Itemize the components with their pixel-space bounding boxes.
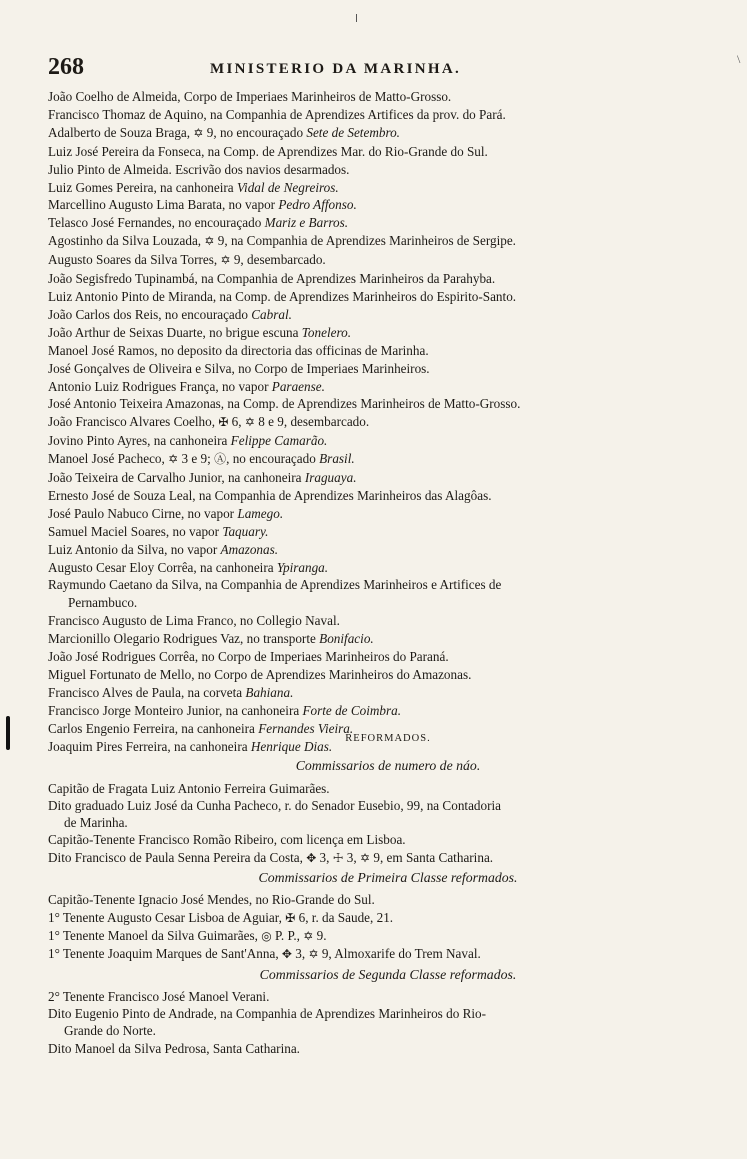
entry-text: Marcellino Augusto Lima Barata, no vapor (48, 197, 279, 213)
decoration-icon: ✠ (285, 910, 296, 925)
entry-text: João Carlos dos Reis, no encouraçado (48, 306, 252, 322)
vessel-name: Lamego. (237, 505, 284, 521)
entry-text: 3, (316, 849, 333, 865)
decoration-icon: ✠ (218, 415, 229, 430)
entry-text: João Teixeira de Carvalho Junior, na canhoneira (48, 470, 305, 486)
entry-line (48, 831, 688, 848)
entry-text: João Coelho de Almeida, Corpo de Imperiaes Marinheiros de Matto-Grosso. (48, 89, 452, 104)
entry-text: 3, (343, 849, 360, 865)
entry-line (48, 251, 688, 270)
entry-text: Augusto Soares da Silva Torres, (48, 252, 221, 268)
entry-line (48, 214, 688, 232)
decoration-icon: ✡ (220, 253, 231, 268)
vessel-name: Henrique Dias. (250, 738, 333, 754)
entry-line (48, 324, 688, 342)
entry-line (48, 88, 688, 106)
running-head: MINISTERIO DA MARINHA. (210, 61, 462, 77)
entry-text: 9, no encouraçado (203, 124, 307, 140)
vessel-name: Forte de Coimbra. (302, 702, 402, 718)
entry-text: Luiz Antonio Pinto de Miranda, na Comp. de Aprendizes Marinheiros do Espirito-Santo. (48, 288, 517, 304)
entry-line (48, 179, 688, 197)
entry-text: Telasco José Fernandes, no encouraçado (48, 215, 265, 231)
scan-mark (356, 14, 357, 22)
entry-text: 6, (228, 414, 245, 430)
entry-text: de Marinha. (64, 815, 128, 831)
entry-line (48, 648, 688, 666)
entry-text: 9, Almoxarife do Trem Naval. (318, 946, 481, 962)
entry-text: Jovino Pinto Ayres, na canhoneira (48, 433, 231, 449)
entry-line (48, 666, 688, 684)
vessel-name: Bahiana. (245, 684, 294, 700)
decoration-icon: Ⓐ (214, 452, 227, 467)
entry-text: João Arthur de Seixas Duarte, no brigue escuna (48, 324, 302, 340)
entry-line (48, 232, 688, 251)
entry-text: 9, em Santa Catharina. (370, 849, 494, 865)
entry-line (48, 702, 688, 720)
vessel-name: Sete de Setembro. (306, 124, 400, 140)
vessel-name: Bonifacio. (319, 631, 374, 647)
entry-text: Antonio Luiz Rodrigues França, no vapor (48, 378, 272, 394)
entry-line (48, 1022, 688, 1039)
entry-line (48, 541, 688, 559)
entry-text: Luiz Antonio da Silva, no vapor (48, 541, 221, 557)
entry-line (48, 395, 688, 413)
group-heading: Commissarios de Primeira Classe reformados. (258, 870, 518, 886)
entry-line (48, 143, 688, 161)
entry-line (48, 270, 688, 288)
entry-text: Dito graduado Luiz José da Cunha Pacheco, r. do Senador Eusebio, 99, na Contadoria (48, 797, 502, 813)
page-header (48, 52, 688, 80)
entry-text: 1° Tenente Augusto Cesar Lisboa de Aguiar, (48, 909, 286, 925)
entry-line (48, 505, 688, 523)
entry-text: Capitão de Fragata Luiz Antonio Ferreira Guimarães. (48, 780, 330, 796)
entry-text: Samuel Maciel Soares, no vapor (48, 523, 223, 539)
decoration-icon: ✥ (281, 947, 292, 962)
entry-line (48, 106, 688, 124)
entry-text: Francisco Augusto de Lima Franco, no Collegio Naval. (48, 613, 340, 629)
entry-text: Dito Francisco de Paula Senna Pereira da Costa, (48, 849, 307, 865)
page-number: 268 (48, 54, 84, 80)
entry-text: 3, (291, 946, 309, 962)
decoration-icon: ✡ (359, 850, 371, 865)
entry-line (48, 797, 688, 814)
entry-text: João Segisfredo Tupinambá, na Companhia de Aprendizes Marinheiros da Parahyba. (48, 271, 496, 287)
entry-text: Francisco Jorge Monteiro Junior, na canhoneira (48, 702, 303, 718)
entry-line (48, 945, 688, 963)
entry-text: José Gonçalves de Oliveira e Silva, no Corpo de Imperiaes Marinheiros. (48, 360, 430, 376)
entry-text: Miguel Fortunato de Mello, no Corpo de Aprendizes Marinheiros do Amazonas. (48, 667, 472, 682)
entry-text: Capitão-Tenente Francisco Romão Ribeiro, com licença em Lisboa. (48, 832, 406, 848)
entry-line (48, 124, 688, 143)
vessel-name: Cabral. (251, 306, 292, 322)
entry-line (48, 196, 688, 214)
vessel-name: Fernandes Vieira. (258, 720, 354, 736)
entry-line (48, 594, 688, 612)
entry-line (48, 161, 688, 179)
vessel-name: Amazonas. (220, 541, 279, 557)
vessel-name: Ypiranga. (276, 559, 329, 575)
entry-text: Ernesto José de Souza Leal, na Companhia de Aprendizes Marinheiros das Alagôas. (48, 487, 492, 503)
vessel-name: Brasil. (319, 451, 355, 467)
entry-text: Pernambuco. (68, 595, 138, 611)
section-title: REFORMADOS. (345, 733, 431, 744)
entry-text: Carlos Engenio Ferreira, na canhoneira (48, 720, 259, 736)
entry-line (48, 342, 688, 360)
entry-line (48, 630, 688, 648)
entry-text: Luiz José Pereira da Fonseca, na Comp. de Aprendizes Mar. do Rio-Grande do Sul. (48, 143, 488, 159)
entry-text: Grande do Norte. (64, 1023, 156, 1039)
vessel-name: Vidal de Negreiros. (236, 179, 339, 195)
entry-text: Julio Pinto de Almeida. Escrivão dos navios desarmados. (48, 161, 350, 177)
vessel-name: Felippe Camarão. (230, 433, 328, 449)
entry-line (48, 814, 688, 831)
decoration-icon: ✡ (308, 947, 319, 962)
vessel-name: Mariz e Barros. (264, 215, 348, 231)
decoration-icon: ◎ (261, 928, 272, 943)
entry-text: 8 e 9, desembarcado. (254, 414, 370, 430)
decoration-icon: ☩ (332, 850, 344, 865)
vessel-name: Pedro Affonso. (278, 197, 357, 213)
entry-text: José Paulo Nabuco Cirne, no vapor (48, 505, 238, 521)
entry-text: Adalberto de Souza Braga, (48, 124, 194, 140)
vessel-name: Taquary. (222, 523, 269, 539)
decoration-icon: ✥ (306, 850, 317, 865)
entry-text: João Francisco Alvares Coelho, (48, 414, 219, 430)
entry-text: Joaquim Pires Ferreira, na canhoneira (48, 738, 251, 754)
entry-text: Raymundo Caetano da Silva, na Companhia de Aprendizes Marinheiros e Artifices de (48, 577, 502, 593)
entry-line (48, 469, 688, 487)
entry-text: José Antonio Teixeira Amazonas, na Comp. de Aprendizes Marinheiros de Matto-Grosso. (48, 396, 521, 412)
entry-line (48, 1005, 688, 1022)
entry-line (48, 378, 688, 396)
entry-line (48, 288, 688, 306)
entry-line (48, 909, 688, 927)
entry-line (48, 360, 688, 378)
entry-line (48, 780, 688, 797)
entry-text: 1° Tenente Joaquim Marques de Sant'Anna, (48, 946, 282, 962)
entry-text: Marcionillo Olegario Rodrigues Vaz, no transporte (48, 631, 320, 647)
group-heading: Commissarios de numero de náo. (295, 758, 481, 774)
decoration-icon: ✡ (244, 415, 255, 430)
entry-text: Manoel José Pacheco, (48, 451, 169, 467)
entry-line (48, 684, 688, 702)
entry-text: 9, na Companhia de Aprendizes Marinheiros de Sergipe. (214, 233, 516, 249)
scan-mark: \ (737, 52, 741, 66)
entry-line (48, 413, 688, 432)
entry-line (48, 849, 688, 867)
entry-line (48, 891, 688, 908)
vessel-name: Tonelero. (301, 324, 352, 340)
entry-text: 9, desembarcado. (230, 252, 326, 268)
entry-text: Luiz Gomes Pereira, na canhoneira (48, 179, 237, 195)
entry-text: 2° Tenente Francisco José Manoel Verani. (48, 988, 270, 1004)
entry-text: , no encouraçado (226, 451, 320, 467)
entry-line (48, 450, 688, 469)
entry-text: 3 e 9; (178, 451, 215, 467)
reformados-groups (48, 757, 688, 1057)
entry-line (48, 306, 688, 324)
entry-text: Capitão-Tenente Ignacio José Mendes, no Rio-Grande do Sul. (48, 892, 375, 908)
decoration-icon: ✡ (168, 452, 179, 467)
entry-text: Agostinho da Silva Louzada, (48, 233, 205, 249)
group-heading: Commissarios de Segunda Classe reformados. (259, 966, 517, 982)
entry-text: Francisco Alves de Paula, na corveta (48, 684, 246, 700)
entry-line (48, 988, 688, 1005)
entry-text: 9. (313, 927, 327, 943)
entry-line (48, 523, 688, 541)
entry-text: P. P., (271, 927, 304, 943)
decoration-icon: ✡ (193, 125, 204, 140)
reformados-section (48, 730, 688, 1057)
vessel-name: Paraense. (271, 378, 325, 394)
entry-line (48, 576, 688, 594)
entry-text: João José Rodrigues Corrêa, no Corpo de Imperiaes Marinheiros do Paraná. (48, 649, 449, 665)
entry-text: 1° Tenente Manoel da Silva Guimarães, (48, 927, 262, 943)
entry-text: Augusto Cesar Eloy Corrêa, na canhoneira (48, 559, 277, 575)
entry-text: Francisco Thomaz de Aquino, na Companhia de Aprendizes Artifices da prov. do Pará. (48, 106, 506, 122)
decoration-icon: ✡ (303, 928, 314, 943)
entry-text: Manoel José Ramos, no deposito da directoria das officinas de Marinha. (48, 342, 429, 358)
margin-ink-mark (6, 716, 10, 750)
entry-text: 6, r. da Saude, 21. (295, 909, 394, 925)
entry-line (48, 612, 688, 630)
entry-line (48, 1040, 688, 1057)
decoration-icon: ✡ (204, 234, 215, 249)
entry-text: Dito Manoel da Silva Pedrosa, Santa Catharina. (48, 1040, 300, 1056)
entry-line (48, 432, 688, 450)
vessel-name: Iraguaya. (304, 470, 357, 486)
personnel-list (48, 88, 688, 756)
entry-line (48, 927, 688, 945)
entry-line (48, 487, 688, 505)
entry-line (48, 559, 688, 577)
entry-text: Dito Eugenio Pinto de Andrade, na Companhia de Aprendizes Marinheiros do Rio- (48, 1006, 487, 1022)
